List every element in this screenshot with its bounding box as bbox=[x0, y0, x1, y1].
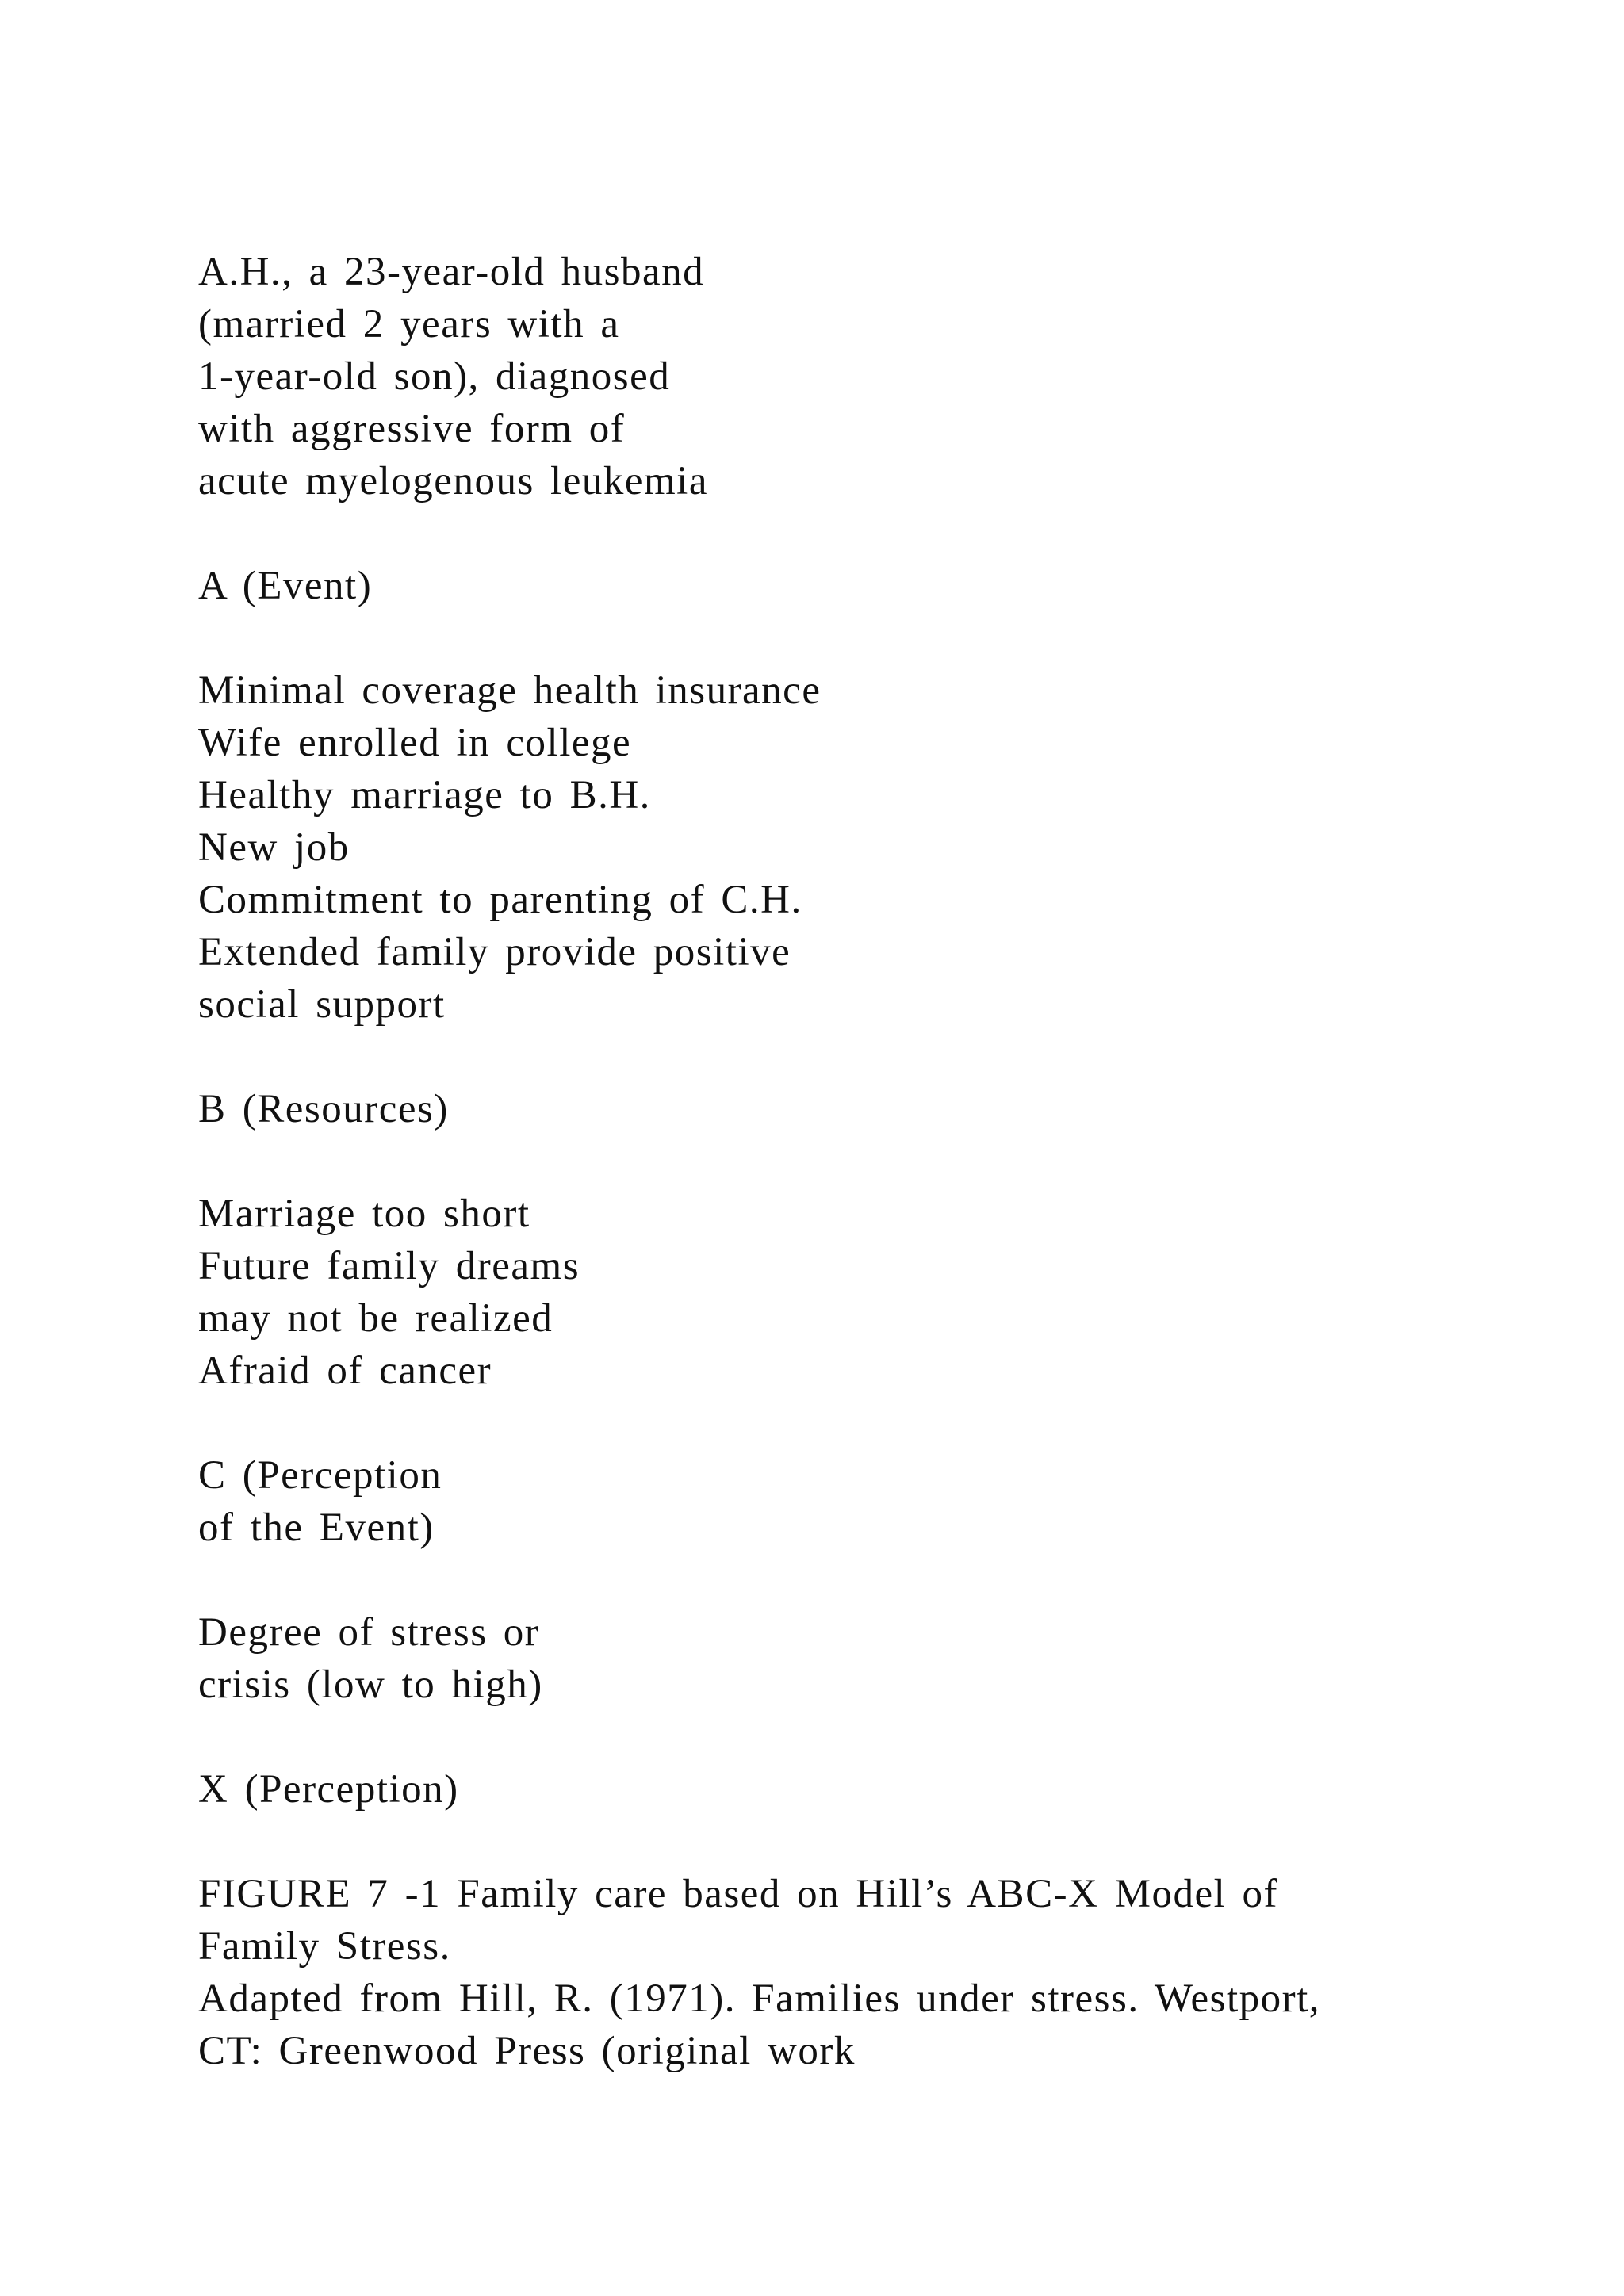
figure-caption: CT: Greenwood Press (original work bbox=[198, 2029, 856, 2073]
event-item: Minimal coverage health insurance bbox=[198, 668, 822, 713]
resources-item: Marriage too short bbox=[198, 1192, 530, 1236]
figure-text bbox=[198, 246, 1546, 2077]
x-label: X (Perception) bbox=[198, 1767, 459, 1812]
event-label: A (Event) bbox=[198, 564, 373, 608]
spacer bbox=[198, 1554, 1546, 1606]
event-item: Extended family provide positive bbox=[198, 930, 791, 974]
perception-label: of the Event) bbox=[198, 1506, 435, 1550]
case-line: with aggressive form of bbox=[198, 407, 626, 451]
resources-item: Afraid of cancer bbox=[198, 1349, 492, 1393]
figure-caption: Family Stress. bbox=[198, 1924, 451, 1969]
perception-label: C (Perception bbox=[198, 1453, 442, 1498]
perception-item: crisis (low to high) bbox=[198, 1663, 543, 1707]
figure-caption: FIGURE 7 -1 Family care based on Hill’s ABC-X Model of bbox=[198, 1872, 1279, 1916]
spacer bbox=[198, 1816, 1546, 1868]
spacer bbox=[198, 1397, 1546, 1449]
perception-item: Degree of stress or bbox=[198, 1610, 540, 1655]
resources-label: B (Resources) bbox=[198, 1087, 449, 1131]
spacer bbox=[198, 1711, 1546, 1763]
event-item: Commitment to parenting of C.H. bbox=[198, 878, 802, 922]
case-line: (married 2 years with a bbox=[198, 302, 620, 346]
spacer bbox=[198, 1031, 1546, 1083]
spacer bbox=[198, 507, 1546, 560]
spacer bbox=[198, 612, 1546, 664]
event-item: social support bbox=[198, 982, 446, 1027]
event-item: Wife enrolled in college bbox=[198, 721, 632, 765]
case-line: A.H., a 23-year-old husband bbox=[198, 250, 705, 294]
event-item: Healthy marriage to B.H. bbox=[198, 773, 651, 817]
event-item: New job bbox=[198, 825, 350, 870]
case-line: 1-year-old son), diagnosed bbox=[198, 354, 671, 399]
case-line: acute myelogenous leukemia bbox=[198, 459, 708, 503]
resources-item: may not be realized bbox=[198, 1296, 553, 1341]
figure-caption: Adapted from Hill, R. (1971). Families under stress. Westport, bbox=[198, 1976, 1321, 2021]
spacer bbox=[198, 1135, 1546, 1188]
resources-item: Future family dreams bbox=[198, 1244, 580, 1288]
